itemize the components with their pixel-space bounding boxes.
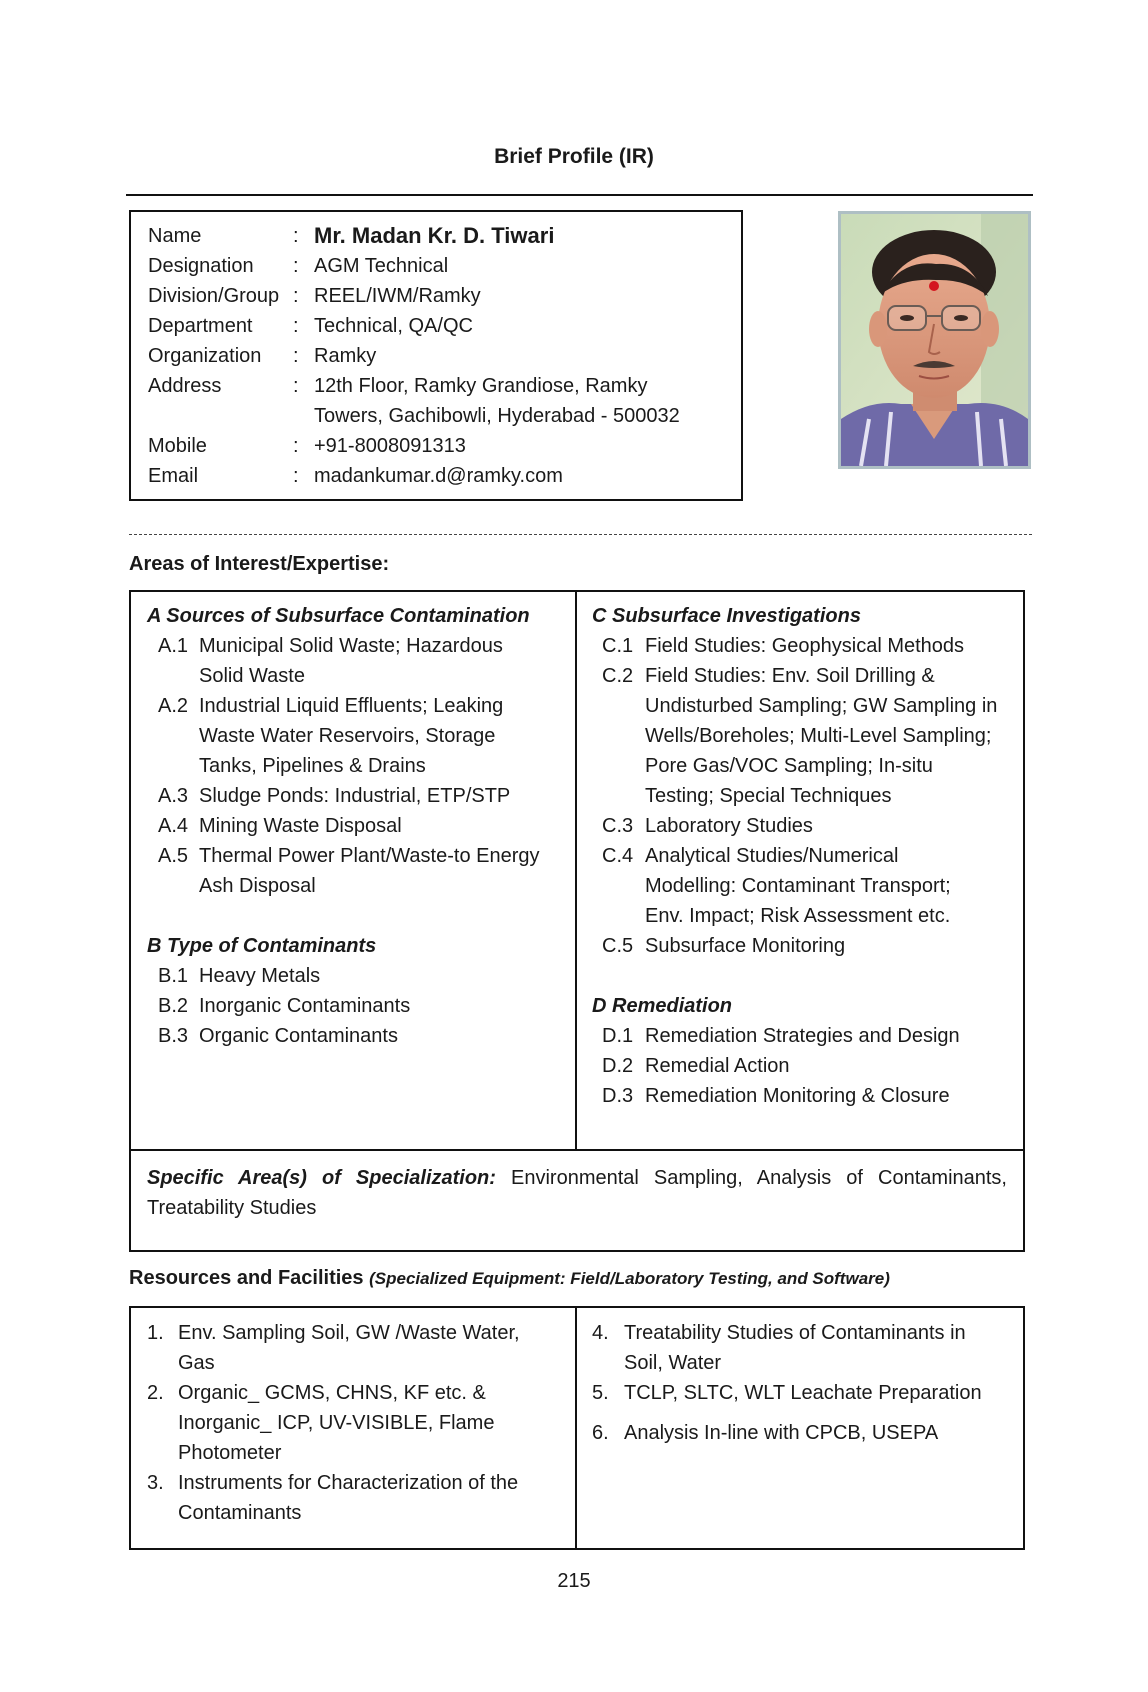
item-text: Mining Waste Disposal bbox=[199, 815, 402, 837]
portrait-illustration bbox=[841, 214, 1028, 466]
info-label: Designation bbox=[148, 255, 254, 277]
resource-number: 4. bbox=[592, 1322, 609, 1344]
resources-heading-subtitle: (Specialized Equipment: Field/Laboratory Testing, and Software) bbox=[369, 1269, 890, 1288]
info-label: Mobile bbox=[148, 435, 207, 457]
item-code: A.2 bbox=[158, 695, 189, 717]
resource-text: Gas bbox=[178, 1352, 215, 1374]
resource-text: Instruments for Characterization of the bbox=[178, 1472, 519, 1494]
resource-text: Organic_ GCMS, CHNS, KF etc. & bbox=[178, 1382, 486, 1404]
item-text: Remediation Strategies and Design bbox=[645, 1025, 960, 1047]
info-colon: : bbox=[293, 345, 299, 367]
resource-text: Treatability Studies of Contaminants in bbox=[624, 1322, 966, 1344]
areas-row-divider bbox=[129, 1149, 1025, 1151]
info-colon: : bbox=[293, 375, 299, 397]
item-code: A.4 bbox=[158, 815, 189, 837]
info-label: Name bbox=[148, 225, 202, 247]
resource-number: 3. bbox=[147, 1472, 164, 1494]
info-value: Technical, QA/QC bbox=[314, 315, 473, 337]
resource-number: 2. bbox=[147, 1382, 164, 1404]
category-b-heading: B Type of Contaminants bbox=[147, 935, 377, 957]
item-text: Wells/Boreholes; Multi-Level Sampling; bbox=[645, 725, 992, 747]
item-text: Env. Impact; Risk Assessment etc. bbox=[645, 905, 951, 927]
resource-number: 1. bbox=[147, 1322, 164, 1344]
resource-text: Photometer bbox=[178, 1442, 282, 1464]
info-value: +91-8008091313 bbox=[314, 435, 466, 457]
item-code: D.2 bbox=[602, 1055, 634, 1077]
info-colon: : bbox=[293, 315, 299, 337]
category-c-heading: C Subsurface Investigations bbox=[592, 605, 861, 627]
info-label: Department bbox=[148, 315, 253, 337]
info-colon: : bbox=[293, 285, 299, 307]
info-label: Email bbox=[148, 465, 199, 487]
item-text: Field Studies: Env. Soil Drilling & bbox=[645, 665, 935, 687]
page-number: 215 bbox=[557, 1570, 591, 1592]
item-code: C.4 bbox=[602, 845, 634, 867]
category-a-heading: A Sources of Subsurface Contamination bbox=[147, 605, 530, 627]
item-text: Remedial Action bbox=[645, 1055, 790, 1077]
resources-heading bbox=[129, 1267, 890, 1290]
resource-text: Soil, Water bbox=[624, 1352, 722, 1374]
item-text: Heavy Metals bbox=[199, 965, 321, 987]
item-text: Thermal Power Plant/Waste-to Energy bbox=[199, 845, 540, 867]
item-code: D.3 bbox=[602, 1085, 634, 1107]
item-text: Tanks, Pipelines & Drains bbox=[199, 755, 426, 777]
specialization-value: Environmental Sampling, Analysis of Contaminants, Treatability Studies bbox=[147, 1167, 1007, 1219]
item-code: A.5 bbox=[158, 845, 189, 867]
profile-info-box bbox=[129, 210, 743, 501]
resource-text: Analysis In-line with CPCB, USEPA bbox=[624, 1422, 939, 1444]
resources-column-divider bbox=[575, 1306, 577, 1550]
info-value: AGM Technical bbox=[314, 255, 449, 277]
item-code: C.3 bbox=[602, 815, 634, 837]
info-value-address: 12th Floor, Ramky Grandiose, Ramky Towers, Gachibowli, Hyderabad - 500032 bbox=[314, 375, 680, 427]
areas-heading: Areas of Interest/Expertise: bbox=[129, 553, 390, 575]
item-code: C.2 bbox=[602, 665, 634, 687]
resource-number: 6. bbox=[592, 1422, 609, 1444]
portrait-photo bbox=[838, 211, 1031, 469]
item-text: Solid Waste bbox=[199, 665, 305, 687]
info-label: Organization bbox=[148, 345, 262, 367]
title-divider bbox=[126, 194, 1033, 196]
resource-text: TCLP, SLTC, WLT Leachate Preparation bbox=[624, 1382, 982, 1404]
item-text: Industrial Liquid Effluents; Leaking bbox=[199, 695, 504, 717]
info-colon: : bbox=[293, 435, 299, 457]
item-text: Subsurface Monitoring bbox=[645, 935, 846, 957]
item-code: B.2 bbox=[158, 995, 189, 1017]
item-code: B.3 bbox=[158, 1025, 189, 1047]
resources-heading-title: Resources and Facilities bbox=[129, 1267, 364, 1289]
info-value-name: Mr. Madan Kr. D. Tiwari bbox=[314, 223, 555, 248]
info-label: Division/Group bbox=[148, 285, 280, 307]
item-text: Municipal Solid Waste; Hazardous bbox=[199, 635, 503, 657]
info-value: madankumar.d@ramky.com bbox=[314, 465, 563, 487]
item-text: Modelling: Contaminant Transport; bbox=[645, 875, 951, 897]
item-code: A.1 bbox=[158, 635, 189, 657]
item-text: Ash Disposal bbox=[199, 875, 316, 897]
info-colon: : bbox=[293, 225, 299, 247]
resource-text: Contaminants bbox=[178, 1502, 302, 1524]
item-text: Field Studies: Geophysical Methods bbox=[645, 635, 965, 657]
item-code: B.1 bbox=[158, 965, 189, 987]
item-text: Laboratory Studies bbox=[645, 815, 813, 837]
info-value: REEL/IWM/Ramky bbox=[314, 285, 481, 307]
areas-column-divider bbox=[575, 590, 577, 1151]
item-text: Pore Gas/VOC Sampling; In-situ bbox=[645, 755, 933, 777]
section-divider bbox=[129, 534, 1032, 535]
item-text: Waste Water Reservoirs, Storage bbox=[199, 725, 496, 747]
info-label: Address bbox=[148, 375, 222, 397]
specialization-label: Specific Area(s) of Specialization: bbox=[147, 1167, 496, 1189]
item-text: Organic Contaminants bbox=[199, 1025, 398, 1047]
item-code: C.5 bbox=[602, 935, 634, 957]
resource-number: 5. bbox=[592, 1382, 609, 1404]
item-code: A.3 bbox=[158, 785, 189, 807]
item-text: Analytical Studies/Numerical bbox=[645, 845, 899, 867]
resource-text: Inorganic_ ICP, UV-VISIBLE, Flame bbox=[178, 1412, 495, 1434]
info-colon: : bbox=[293, 255, 299, 277]
item-text: Sludge Ponds: Industrial, ETP/STP bbox=[199, 785, 511, 807]
item-text: Undisturbed Sampling; GW Sampling in bbox=[645, 695, 998, 717]
specialization-text bbox=[147, 1163, 1007, 1223]
info-colon: : bbox=[293, 465, 299, 487]
page-title: Brief Profile (IR) bbox=[494, 145, 654, 168]
item-text: Inorganic Contaminants bbox=[199, 995, 411, 1017]
item-text: Remediation Monitoring & Closure bbox=[645, 1085, 950, 1107]
resource-text: Env. Sampling Soil, GW /Waste Water, bbox=[178, 1322, 520, 1344]
category-d-heading: D Remediation bbox=[592, 995, 733, 1017]
item-code: D.1 bbox=[602, 1025, 634, 1047]
info-value: Ramky bbox=[314, 345, 377, 367]
item-code: C.1 bbox=[602, 635, 634, 657]
item-text: Testing; Special Techniques bbox=[645, 785, 892, 807]
